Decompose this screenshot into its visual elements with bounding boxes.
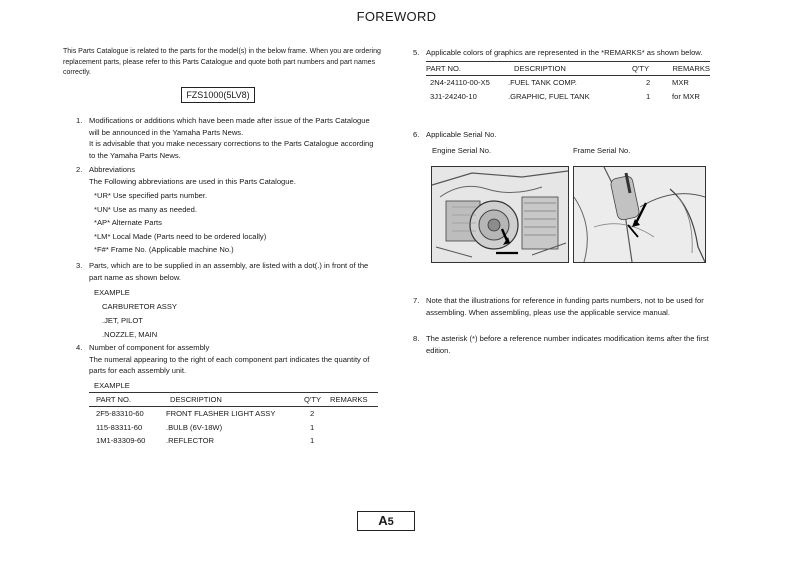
item-1-line1: Modifications or additions which have been made after issue of the Parts Catalogue will be announced in the Yamaha Parts News. <box>89 116 370 137</box>
item-2-text: The Following abbreviations are used in this Parts Catalogue. <box>89 176 296 186</box>
item-7-number: 7. <box>413 296 420 305</box>
item-4 <box>76 342 386 448</box>
abbr-row: *F#* Frame No. (Applicable machine No.) <box>94 245 234 254</box>
item-7 <box>413 295 713 318</box>
table-row <box>426 90 710 104</box>
item-5 <box>413 47 713 103</box>
item-7-text: Note that the illustrations for reference in funding parts numbers, not to be used for assembling. When assembling, pleas use the applicable service manual. <box>426 296 704 317</box>
part-number-cell: 1M1-83309-60 <box>96 436 146 445</box>
engine-illustration <box>432 167 568 262</box>
qty-cell: 2 <box>310 409 315 418</box>
part-number-cell: 115-83311-60 <box>96 422 143 432</box>
item-8 <box>413 333 713 356</box>
frame-serial-photo <box>573 166 706 263</box>
item-3-example-label: EXAMPLE <box>94 288 130 297</box>
description-cell: .GRAPHIC, FUEL TANK <box>508 91 590 101</box>
table-header-row <box>89 392 378 407</box>
example-line: .JET, PILOT <box>102 316 143 325</box>
abbr-row: *AP* Alternate Parts <box>94 218 162 227</box>
intro-paragraph: This Parts Catalogue is related to the parts for the model(s) in the below frame. When you are ordering replacement parts, please refer to this Parts Catalogue and quote both part numbers and part names correctly. <box>63 48 381 76</box>
remarks-cell: for MXR <box>672 91 700 101</box>
column-header: REMARKS <box>330 394 368 404</box>
page-number: 5 <box>387 516 394 528</box>
item-8-number: 8. <box>413 334 420 343</box>
abbr-row: *UN* Use as many as needed. <box>94 204 197 214</box>
item-1 <box>76 115 376 161</box>
item-4-text: The numeral appearing to the right of each component part indicates the quantity of parts for each assembly unit. <box>89 354 370 375</box>
item-1-number: 1. <box>76 116 83 125</box>
item-2-number: 2. <box>76 165 83 174</box>
table-row <box>89 407 378 421</box>
column-header: PART NO. <box>96 394 132 404</box>
description-cell: .FUEL TANK COMP. <box>508 78 577 87</box>
table-row <box>426 76 710 90</box>
column-header: REMARKS <box>672 63 710 73</box>
part-number-cell: 2N4-24110-00-X5 <box>430 78 490 87</box>
item-2 <box>76 164 376 257</box>
item-3-number: 3. <box>76 261 83 270</box>
item-4-heading: Number of component for assembly <box>89 343 210 352</box>
description-cell: .REFLECTOR <box>166 436 214 445</box>
column-header: DESCRIPTION <box>514 63 566 73</box>
assembly-example-table <box>89 392 378 448</box>
qty-cell: 1 <box>310 436 315 445</box>
abbr-row: *LM* Local Made (Parts need to be ordered locally) <box>94 231 267 241</box>
page-number-box <box>357 511 415 531</box>
column-header: Q'TY <box>304 394 322 404</box>
table-row <box>89 421 378 435</box>
item-6-text: Applicable Serial No. <box>426 130 497 139</box>
qty-cell: 1 <box>310 422 315 432</box>
item-4-number: 4. <box>76 343 83 352</box>
qty-cell: 1 <box>646 91 651 101</box>
item-3-text: Parts, which are to be supplied in an assembly, are listed with a dot(.) in front of the part name as shown below. <box>89 261 369 282</box>
page-title: FOREWORD <box>356 9 437 24</box>
part-number-cell: 2F5-83310-60 <box>96 409 144 418</box>
item-1-line2: It is advisable that you make necessary corrections to the Parts Catalogue according to the Yamaha Parts News. <box>89 139 374 160</box>
item-5-number: 5. <box>413 48 420 57</box>
item-6 <box>413 129 713 141</box>
table-row <box>89 434 378 448</box>
item-2-heading: Abbreviations <box>89 165 136 174</box>
remarks-cell <box>330 434 378 448</box>
part-number-cell: 3J1-24240-10 <box>430 91 477 101</box>
color-example-table <box>426 61 710 104</box>
item-8-text: The asterisk (*) before a reference number indicates modification items after the first edition. <box>426 334 709 355</box>
column-header: DESCRIPTION <box>170 394 222 404</box>
remarks-cell: MXR <box>672 78 689 87</box>
page-letter: A <box>378 513 388 528</box>
column-header: PART NO. <box>426 63 462 73</box>
abbr-row: *UR* Use specified parts number. <box>94 191 208 200</box>
item-3 <box>76 260 376 342</box>
remarks-cell <box>330 407 378 421</box>
description-cell: .BULB (6V-18W) <box>166 422 223 432</box>
item-5-text: Applicable colors of graphics are represented in the *REMARKS* as shown below. <box>426 48 703 57</box>
engine-serial-photo <box>431 166 569 263</box>
description-cell: FRONT FLASHER LIGHT ASSY <box>166 409 276 418</box>
frame-illustration <box>574 167 705 262</box>
item-6-number: 6. <box>413 130 420 139</box>
qty-cell: 2 <box>646 78 651 87</box>
column-header: Q'TY <box>632 63 650 73</box>
frame-serial-label: Frame Serial No. <box>573 146 631 155</box>
engine-serial-label: Engine Serial No. <box>432 146 492 155</box>
item-4-example-label: EXAMPLE <box>94 380 130 390</box>
example-line: CARBURETOR ASSY <box>102 302 177 311</box>
table-header-row <box>426 61 710 76</box>
example-line: .NOZZLE, MAIN <box>102 330 158 339</box>
model-code-box: FZS1000(5LV8) <box>181 87 255 103</box>
remarks-cell <box>330 421 378 435</box>
